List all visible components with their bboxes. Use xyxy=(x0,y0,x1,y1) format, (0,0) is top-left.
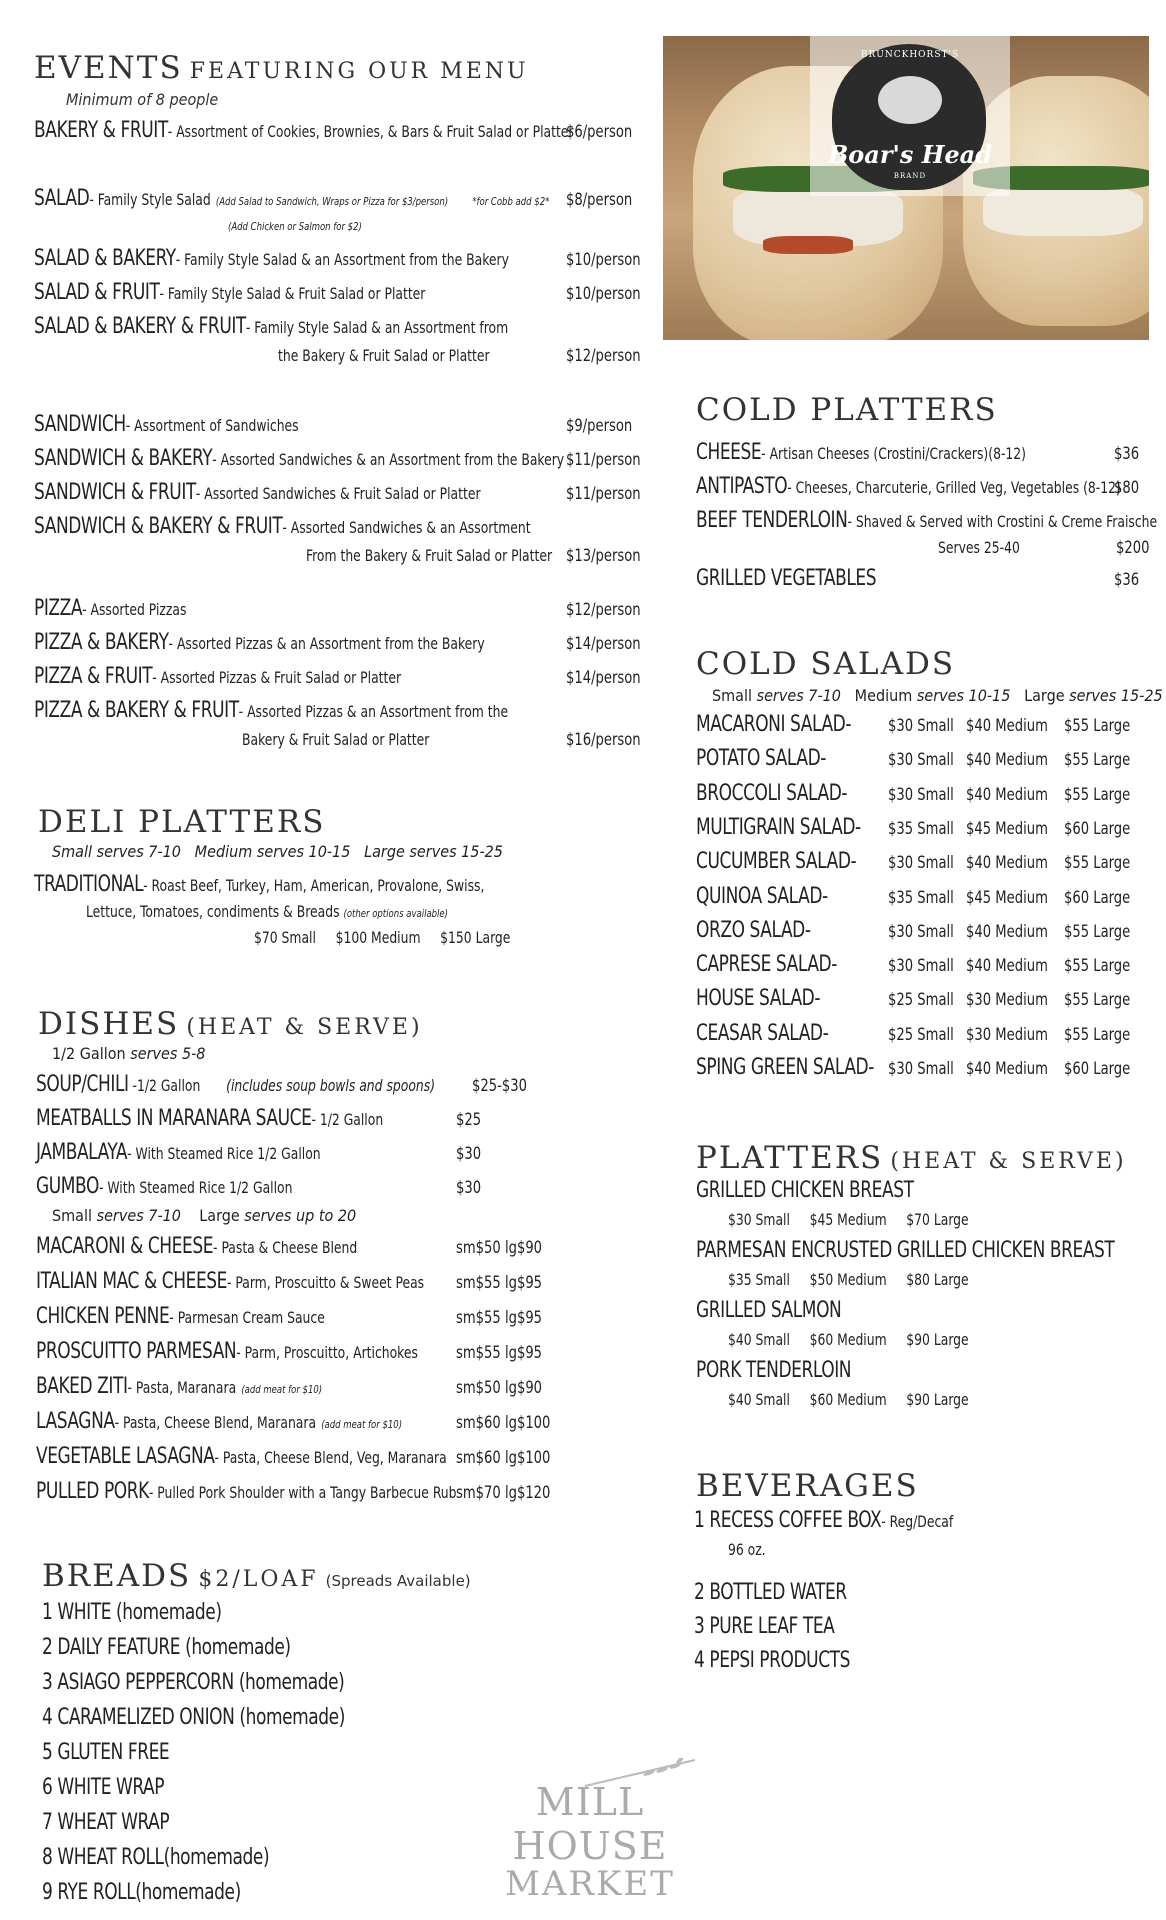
price-s: $30 Small xyxy=(888,956,954,977)
item-name: PIZZA & BAKERY & FRUIT xyxy=(34,698,239,723)
item-name: SALAD & BAKERY xyxy=(34,246,176,271)
price-m: $40 Medium xyxy=(966,921,1048,942)
price-m: $45 Medium xyxy=(966,818,1048,839)
item-desc: - Assortment of Cookies, Brownies, & Bars & Fruit Salad or Platter xyxy=(167,122,574,141)
item-name: SANDWICH & BAKERY & FRUIT xyxy=(34,514,283,539)
events-item xyxy=(34,280,425,305)
item-desc: - Assorted Pizzas & an Assortment from the Bakery xyxy=(168,634,485,653)
dish-item xyxy=(36,1174,292,1199)
item-name: JAMBALAYA xyxy=(36,1140,128,1165)
item-name: GUMBO xyxy=(36,1174,99,1199)
item-price: $200 xyxy=(1116,538,1150,558)
events-item xyxy=(34,514,531,539)
item-note: (add meat for $10) xyxy=(241,1383,323,1396)
events-item xyxy=(34,446,564,471)
price-s: $35 Small xyxy=(888,818,954,839)
item-name: HOUSE SALAD- xyxy=(696,986,821,1012)
item-name: ANTIPASTO xyxy=(696,474,788,499)
item-price: sm$55 lg$95 xyxy=(456,1308,543,1328)
price-s: $25 Small xyxy=(888,1024,954,1045)
price-l: $55 Large xyxy=(1064,853,1131,874)
price-l: $55 Large xyxy=(1064,716,1131,736)
item-price: $30 xyxy=(456,1144,482,1164)
item-name: MACARONI SALAD- xyxy=(696,712,852,737)
item-price: $16/person xyxy=(566,730,641,750)
price-l: $55 Large xyxy=(1064,990,1131,1011)
item-prices: $30 Small $45 Medium $70 Large xyxy=(728,1210,969,1229)
beverage-item xyxy=(694,1614,834,1639)
item-desc: -1/2 Gallon xyxy=(128,1076,201,1095)
item-desc: - Parmesan Cream Sauce xyxy=(169,1308,325,1327)
item-name: SALAD & BAKERY & FRUIT xyxy=(34,314,246,339)
bread-item xyxy=(42,1600,222,1625)
item-name: GRILLED SALMON xyxy=(696,1298,842,1323)
item-note: (Add Salad to Sandwich, Wraps or Pizza for $3/person) xyxy=(215,195,449,208)
bread-item xyxy=(42,1705,345,1730)
item-name: 8 WHEAT ROLL(homemade) xyxy=(42,1845,270,1870)
dish-item xyxy=(36,1479,457,1504)
price-s: $25 Small xyxy=(888,990,954,1011)
events-item xyxy=(34,118,574,143)
item-price: $10/person xyxy=(566,284,641,304)
item-line2: Serves 25-40 xyxy=(938,538,1020,557)
item-price: $25 xyxy=(456,1110,482,1130)
item-desc: - Cheeses, Charcuterie, Grilled Veg, Vegetables (8-12) xyxy=(787,478,1121,497)
item-price: sm$60 lg$100 xyxy=(456,1448,551,1468)
item-price: $25-$30 xyxy=(472,1076,527,1096)
item-desc: - Assorted Sandwiches & an Assortment xyxy=(282,518,531,537)
dish-item xyxy=(36,1374,322,1399)
item-name: MULTIGRAIN SALAD- xyxy=(696,814,861,840)
bread-item xyxy=(42,1740,169,1765)
item-price: sm$55 lg$95 xyxy=(456,1343,543,1363)
item-desc: - Family Style Salad xyxy=(89,190,211,209)
item-name: PORK TENDERLOIN xyxy=(696,1358,852,1383)
price-l: $55 Large xyxy=(1064,956,1131,977)
dish-item xyxy=(36,1234,357,1259)
item-price: sm$70 lg$120 xyxy=(456,1483,551,1503)
item-price: $12/person xyxy=(566,600,641,620)
bread-item xyxy=(42,1880,241,1905)
price-m: $40 Medium xyxy=(966,956,1048,977)
price-m: $40 Medium xyxy=(966,750,1048,771)
cold-salad-item xyxy=(696,781,847,806)
price-l: $55 Large xyxy=(1064,784,1131,805)
item-desc: - Assortment of Sandwiches xyxy=(125,416,299,435)
item-desc: - Pasta, Maranara xyxy=(127,1378,237,1397)
item-desc: - Artisan Cheeses (Crostini/Crackers)(8-12) xyxy=(761,444,1026,463)
item-name: 1 RECESS COFFEE BOX xyxy=(694,1508,882,1533)
item-name: MACARONI & CHEESE xyxy=(36,1234,214,1259)
platter-item xyxy=(696,1178,914,1203)
item-desc: - Assorted Sandwiches & an Assortment from the Bakery xyxy=(212,450,565,469)
item-price: $13/person xyxy=(566,546,641,566)
item-name: SPING GREEN SALAD- xyxy=(696,1055,874,1080)
price-s: $30 Small xyxy=(888,1059,954,1079)
beverage-item xyxy=(694,1648,850,1673)
cold-salad-item xyxy=(696,1021,828,1046)
cold-salad-item xyxy=(696,815,861,840)
item-name: SOUP/CHILI xyxy=(36,1072,129,1097)
price-m: $40 Medium xyxy=(966,1059,1048,1079)
item-name: CHEESE xyxy=(696,440,762,465)
item-desc: - Assorted Sandwiches & Fruit Salad or Platter xyxy=(195,484,481,503)
item-price: sm$50 lg$90 xyxy=(456,1238,543,1258)
cold-salad-item xyxy=(696,1055,874,1080)
item-price: $14/person xyxy=(566,668,641,688)
platters-heading: PLATTERS (HEAT & SERVE) xyxy=(696,1140,1127,1176)
item-name: SANDWICH & FRUIT xyxy=(34,480,196,505)
events-item xyxy=(34,412,299,437)
price-m: $30 Medium xyxy=(966,1024,1048,1045)
item-name: VEGETABLE LASAGNA xyxy=(36,1444,215,1469)
bread-item xyxy=(42,1635,291,1660)
item-line2: Bakery & Fruit Salad or Platter xyxy=(242,730,430,749)
item-name: BAKERY & FRUIT xyxy=(34,118,168,143)
dish-item xyxy=(36,1072,435,1097)
dishes-heading: DISHES (HEAT & SERVE) xyxy=(38,1006,423,1042)
boar-icon xyxy=(878,76,942,124)
breads-heading: BREADS $2/LOAF (Spreads Available) xyxy=(42,1558,471,1594)
platter-item xyxy=(696,1238,1114,1263)
item-name: 1 WHITE (homemade) xyxy=(42,1600,222,1625)
dish-item xyxy=(36,1339,418,1364)
deli-prices: $70 Small $100 Medium $150 Large xyxy=(254,928,511,947)
price-m: $30 Medium xyxy=(966,990,1048,1011)
item-desc: - Pulled Pork Shoulder with a Tangy Barbecue Rub xyxy=(148,1483,457,1502)
price-s: $35 Small xyxy=(888,887,954,908)
item-name: PIZZA & BAKERY xyxy=(34,630,169,655)
item-line2: the Bakery & Fruit Salad or Platter xyxy=(278,346,490,365)
cold-platter-item xyxy=(696,566,876,591)
cold-salads-sizes: Small serves 7-10 Medium serves 10-15 Large serves 15-25 xyxy=(712,686,1163,705)
item-name: LASAGNA xyxy=(36,1409,115,1434)
beverage-item xyxy=(694,1508,953,1533)
item-prices: $40 Small $60 Medium $90 Large xyxy=(728,1330,969,1349)
item-name: 6 WHITE WRAP xyxy=(42,1775,165,1800)
cold-salad-item xyxy=(696,986,820,1011)
price-s: $30 Small xyxy=(888,784,954,805)
item-desc: - Family Style Salad & an Assortment from xyxy=(245,318,509,337)
item-desc: - Reg/Decaf xyxy=(881,1512,954,1531)
item-name: 7 WHEAT WRAP xyxy=(42,1810,170,1835)
item-name: GRILLED VEGETABLES xyxy=(696,566,877,591)
beverage-item xyxy=(694,1580,847,1605)
price-s: $30 Small xyxy=(888,853,954,874)
item-desc: - Parm, Proscuitto & Sweet Peas xyxy=(226,1273,425,1292)
item-line2: From the Bakery & Fruit Salad or Platter xyxy=(306,546,553,565)
item-desc: - Pasta & Cheese Blend xyxy=(213,1238,358,1257)
item-price: $14/person xyxy=(566,634,641,654)
item-note: (add meat for $10) xyxy=(321,1418,403,1431)
dishes-note2: Small serves 7-10 Large serves up to 20 xyxy=(52,1206,357,1225)
price-m: $40 Medium xyxy=(966,784,1048,805)
bread-item xyxy=(42,1775,164,1800)
item-desc: - Parm, Proscuitto, Artichokes xyxy=(236,1343,418,1362)
beverages-heading: BEVERAGES xyxy=(696,1468,919,1504)
item-name: PULLED PORK xyxy=(36,1479,149,1504)
events-item xyxy=(34,246,509,271)
item-name: 9 RYE ROLL(homemade) xyxy=(42,1880,241,1905)
item-name: MEATBALLS IN MARANARA SAUCE xyxy=(36,1106,312,1131)
price-l: $60 Large xyxy=(1064,887,1131,908)
item-price: $80 xyxy=(1114,478,1140,498)
wheat-icon xyxy=(580,1758,700,1788)
item-name: ORZO SALAD- xyxy=(696,917,811,943)
item-line2: (Add Chicken or Salmon for $2) xyxy=(228,220,362,233)
item-price: sm$50 lg$90 xyxy=(456,1378,543,1398)
cold-platter-item xyxy=(696,474,1121,499)
item-price: $6/person xyxy=(566,122,633,142)
events-item xyxy=(34,664,401,689)
dish-item xyxy=(36,1444,447,1469)
dish-item xyxy=(36,1140,321,1165)
dish-item xyxy=(36,1304,325,1329)
events-item xyxy=(34,596,186,621)
price-l: $55 Large xyxy=(1064,921,1131,942)
cold-platter-item xyxy=(696,440,1026,465)
item-desc: - Family Style Salad & Fruit Salad or Platter xyxy=(159,284,426,303)
item-name: SALAD xyxy=(34,186,90,211)
item-name: 4 PEPSI PRODUCTS xyxy=(694,1648,851,1673)
item-name: BROCCOLI SALAD- xyxy=(696,780,848,806)
item-name: QUINOA SALAD- xyxy=(696,883,828,909)
events-item xyxy=(34,630,485,655)
price-l: $55 Large xyxy=(1064,750,1131,771)
item-name: SALAD & FRUIT xyxy=(34,280,160,305)
item-name: BAKED ZITI xyxy=(36,1374,128,1399)
cold-salad-item xyxy=(696,918,811,943)
price-l: $60 Large xyxy=(1064,818,1131,839)
item-name: PIZZA & FRUIT xyxy=(34,664,153,689)
item-desc: - Pasta, Cheese Blend, Veg, Maranara xyxy=(214,1448,447,1467)
events-item xyxy=(34,480,481,505)
price-m: $40 Medium xyxy=(966,853,1048,874)
item-desc: - Pasta, Cheese Blend, Maranara xyxy=(114,1413,317,1432)
item-price: $36 xyxy=(1114,444,1140,464)
dish-item xyxy=(36,1106,383,1131)
item-line2: 96 oz. xyxy=(728,1540,766,1559)
item-desc: - Assorted Pizzas xyxy=(82,600,187,619)
item-name: GRILLED CHICKEN BREAST xyxy=(696,1178,914,1203)
bread-item xyxy=(42,1845,269,1870)
deli-sizes: Small serves 7-10 Medium serves 10-15 Large serves 15-25 xyxy=(52,842,503,861)
cold-platters-heading: COLD PLATTERS xyxy=(696,392,998,428)
deli-traditional: TRADITIONAL- Roast Beef, Turkey, Ham, American, Provalone, Swiss, xyxy=(34,872,485,897)
price-m: $45 Medium xyxy=(966,887,1048,908)
item-desc: - Assorted Pizzas & Fruit Salad or Platter xyxy=(152,668,402,687)
item-name: CEASAR SALAD- xyxy=(696,1020,829,1046)
item-name: 2 BOTTLED WATER xyxy=(694,1580,847,1605)
item-price: $8/person xyxy=(566,190,633,210)
deli-heading: DELI PLATTERS xyxy=(38,804,326,840)
events-item xyxy=(34,314,508,339)
item-prices: $40 Small $60 Medium $90 Large xyxy=(728,1390,969,1409)
cold-salads-heading: COLD SALADS xyxy=(696,646,956,682)
item-name: BEEF TENDERLOIN xyxy=(696,508,848,533)
item-name: 3 ASIAGO PEPPERCORN (homemade) xyxy=(42,1670,345,1695)
price-s: $30 Small xyxy=(888,921,954,942)
item-price: sm$55 lg$95 xyxy=(456,1273,543,1293)
item-price: $10/person xyxy=(566,250,641,270)
platter-item xyxy=(696,1298,841,1323)
item-name: CHICKEN PENNE xyxy=(36,1304,170,1329)
item-desc: - With Steamed Rice 1/2 Gallon xyxy=(127,1144,321,1163)
cold-salad-item xyxy=(696,712,851,737)
item-price: $36 xyxy=(1114,570,1140,590)
price-s: $30 Small xyxy=(888,750,954,771)
item-name: PROSCUITTO PARMESAN xyxy=(36,1339,237,1364)
cold-salad-item xyxy=(696,849,856,874)
item-name: PARMESAN ENCRUSTED GRILLED CHICKEN BREAST xyxy=(696,1238,1115,1263)
boars-head-logo: BRUNCKHORST'S Boar's Head BRAND xyxy=(810,36,1010,196)
item-name: CUCUMBER SALAD- xyxy=(696,849,857,875)
item-name: CAPRESE SALAD- xyxy=(696,952,837,978)
item-desc: - 1/2 Gallon xyxy=(311,1110,384,1129)
item-prices: $35 Small $50 Medium $80 Large xyxy=(728,1270,969,1289)
platter-item xyxy=(696,1358,851,1383)
item-name: SANDWICH & BAKERY xyxy=(34,446,213,471)
cold-salad-item xyxy=(696,952,837,977)
item-name: ITALIAN MAC & CHEESE xyxy=(36,1269,227,1294)
mill-house-market-logo: MILL HOUSE MARKET xyxy=(460,1780,720,1904)
item-desc: - With Steamed Rice 1/2 Gallon xyxy=(98,1178,293,1197)
item-name: 2 DAILY FEATURE (homemade) xyxy=(42,1635,291,1660)
item-desc: - Shaved & Served with Crostini & Creme Fraische xyxy=(847,512,1158,531)
item-price: sm$60 lg$100 xyxy=(456,1413,551,1433)
item-price: $11/person xyxy=(566,450,641,470)
deli-traditional-line2: Lettuce, Tomatoes, condiments & Breads (other options available) xyxy=(86,902,448,921)
item-note-2: *for Cobb add $2* xyxy=(472,195,550,208)
cold-salad-item xyxy=(696,746,826,771)
dish-item xyxy=(36,1269,424,1294)
price-l: $55 Large xyxy=(1064,1024,1131,1045)
bread-item xyxy=(42,1810,169,1835)
item-desc: - Assorted Pizzas & an Assortment from the xyxy=(238,702,509,721)
item-price: $12/person xyxy=(566,346,641,366)
item-name: 3 PURE LEAF TEA xyxy=(694,1614,835,1639)
item-extra: (includes soup bowls and spoons) xyxy=(226,1076,436,1095)
events-item xyxy=(34,186,549,211)
item-price: $9/person xyxy=(566,416,633,436)
price-l: $60 Large xyxy=(1064,1059,1131,1079)
item-name: PIZZA xyxy=(34,596,83,621)
events-note: Minimum of 8 people xyxy=(66,90,219,109)
item-price: $11/person xyxy=(566,484,641,504)
item-desc: - Family Style Salad & an Assortment from the Bakery xyxy=(175,250,509,269)
price-s: $30 Small xyxy=(888,716,954,736)
events-item xyxy=(34,698,508,723)
item-name: SANDWICH xyxy=(34,412,126,437)
item-name: POTATO SALAD- xyxy=(696,746,826,772)
events-heading: EVENTS FEATURING OUR MENU xyxy=(34,50,529,86)
price-m: $40 Medium xyxy=(966,716,1048,736)
cold-salad-item xyxy=(696,884,828,909)
dishes-note1: 1/2 Gallon serves 5-8 xyxy=(52,1044,206,1063)
bread-item xyxy=(42,1670,344,1695)
cold-platter-item xyxy=(696,508,1157,533)
item-price: $30 xyxy=(456,1178,482,1198)
item-name: 4 CARAMELIZED ONION (homemade) xyxy=(42,1705,345,1730)
item-name: 5 GLUTEN FREE xyxy=(42,1740,170,1765)
dish-item xyxy=(36,1409,402,1434)
